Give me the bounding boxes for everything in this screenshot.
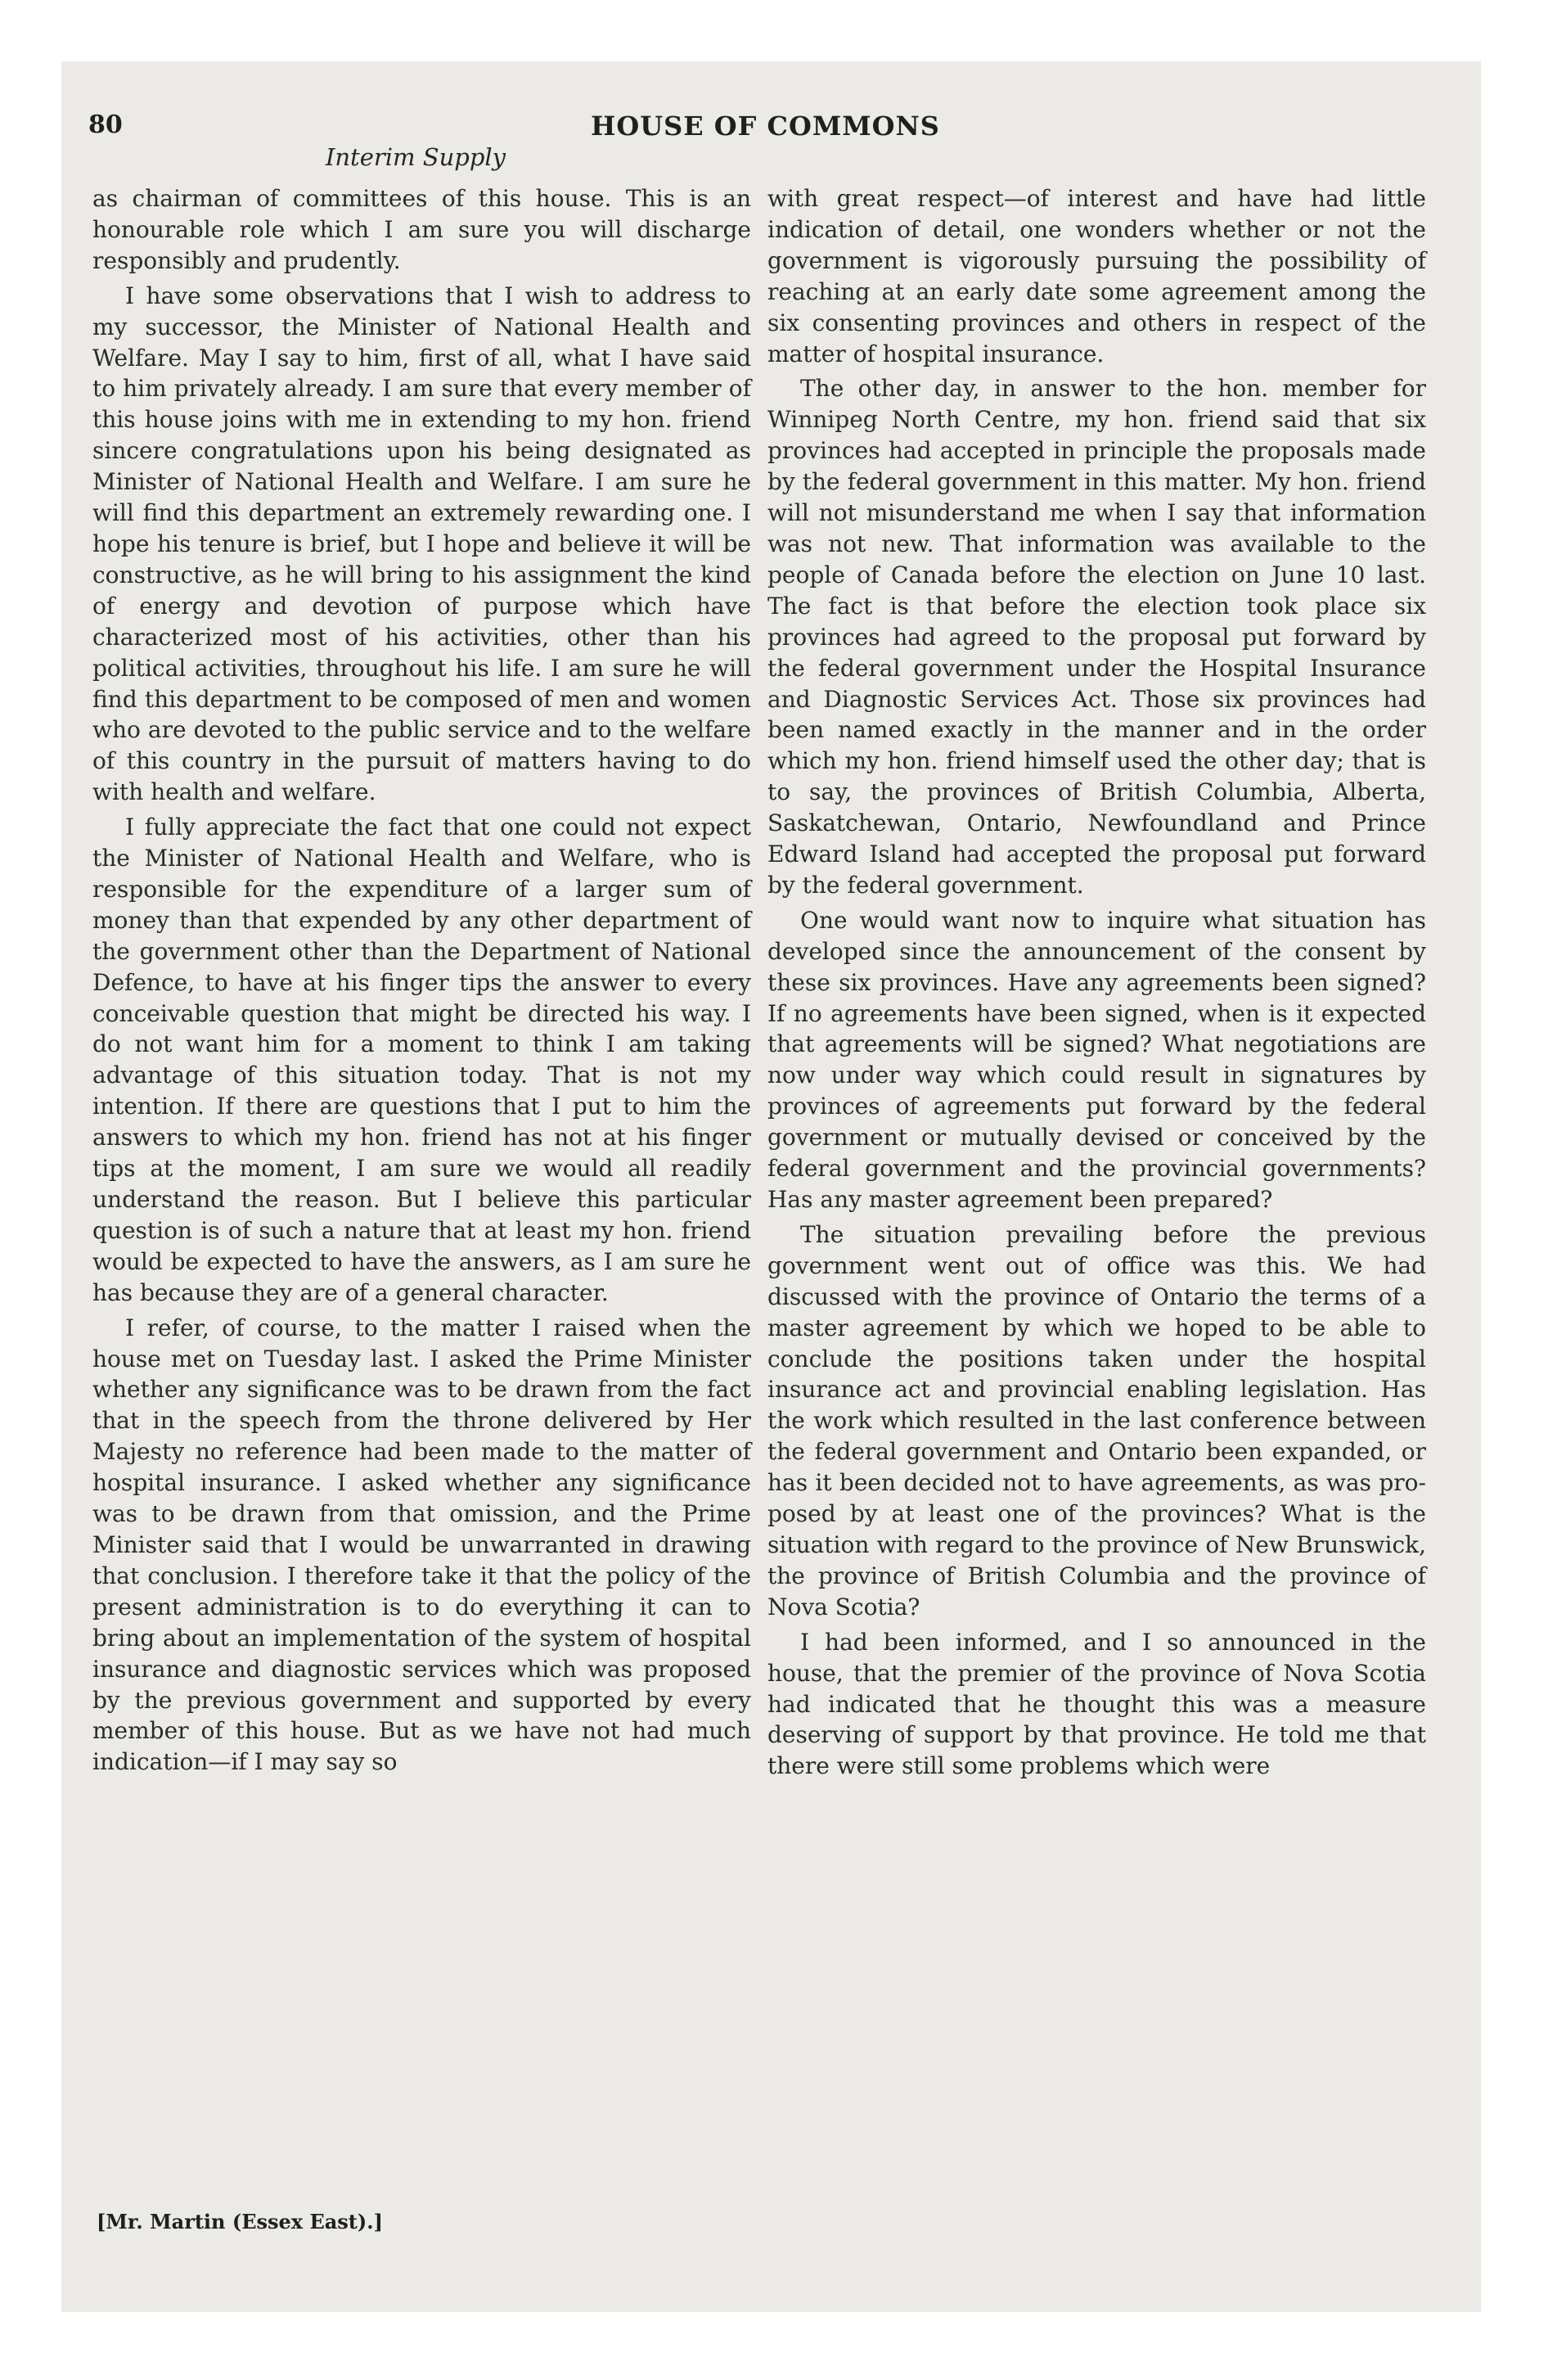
left-column xyxy=(92,183,751,1782)
paragraph: I fully appreciate the fact that one could not expect the Minister of National Health and Welfare, who is responsible for the expenditure of a larger sum of money than that expended by any other department of the government other than the Department of National Defence, to have at his finger tips the answer to every conceivable question that might be directed his way. I do not want him for a moment to think I am taking advantage of this situation today. That is not my intention. If there are questions that I put to him the answers to which my hon. friend has not at his finger tips at the moment, I am sure we would all readily understand the reason. But I believe this particular question is of such a nature that at least my hon. friend would be expected to have the answers, as I am sure he has because they are of a general character. xyxy=(92,814,751,1306)
paragraph: I had been informed, and I so announced in the house, that the premier of the province of Nova Scotia had indicated that he thought this was a measure deserving of support by that province. He told me that there were still some problems which were xyxy=(767,1628,1426,1780)
paragraph: One would want now to inquire what situation has developed since the announcement of the consent by these six provinces. Have any agreements been signed? If no agreements have been signed, when is it expected that agreements will be signed? What negotiations are now under way which could result in signatures by provinces of agreements put forward by the federal government or mutually devised or conceived by the federal government and the provincial governments? Has any master agreement been prepared? xyxy=(767,906,1426,1213)
page-number: 80 xyxy=(88,110,123,139)
paragraph: as chairman of committees of this house. This is an honourable role which I am sure you will discharge responsibly and prudently. xyxy=(92,185,751,274)
running-title: HOUSE OF COMMONS xyxy=(591,110,940,142)
running-header xyxy=(88,110,1442,143)
section-subtitle: Interim Supply xyxy=(325,143,506,171)
paragraph: The other day, in answer to the hon. member for Winnipeg North Centre, my hon. friend said that six provinces had accepted in principle the proposals made by the federal government in this matter. My hon. friend will not misunderstand me when I say that information was not new. That information was available to the people of Canada before the election on June 10 last. The fact is that before the election took place six provinces had agreed to the proposal put forward by the federal government under the Hospital Insurance and Diagnostic Services Act. Those six provinces had been named exactly in the manner and in the order which my hon. friend himself used the other day; that is to say, the provinces of British Columbia, Alberta, Saskatchewan, Ontario, Newfoundland and Prince Edward Island had accepted the proposal put forward by the federal government. xyxy=(767,375,1426,899)
paragraph: The situation prevailing before the previous government went out of office was this. We had discussed with the province of Ontario the terms of a master agreement by which we hoped to be able to conclude the positions taken under the hospital insurance act and provincial enabling legislation. Has the work which resulted in the last conference between the federal government and Ontario been expanded, or has it been decided not to have agreements, as was proposed by at least one of the provinces? What is the situation with regard to the province of New Brunswick, the province of British Columbia and the province of Nova Scotia? xyxy=(767,1220,1426,1620)
paragraph: I have some observations that I wish to address to my successor, the Minister of National Health and Welfare. May I say to him, first of all, what I have said to him privately already. I am sure that every member of this house joins with me in extending to my hon. friend sincere congratulations upon his being designated as Minister of National Health and Welfare. I am sure he will find this department an extremely rewarding one. I hope his tenure is brief, but I hope and believe it will be constructive, as he will bring to his assignment the kind of energy and devotion of purpose which have characterized most of his activities, other than his political activities, throughout his life. I am sure he will find this department to be composed of men and women who are devoted to the public service and to the welfare of this country in the pursuit of matters having to do with health and welfare. xyxy=(92,282,751,806)
paragraph: with great respect—of interest and have had little indication of detail, one wonders whether or not the government is vigorously pursuing the possibility of reaching at an early date some agreement among the six consenting provinces and others in respect of the matter of hospital insurance. xyxy=(767,185,1426,367)
right-column xyxy=(767,183,1426,1786)
speaker-footer: [Mr. Martin (Essex East).] xyxy=(97,2210,383,2234)
paragraph: I refer, of course, to the matter I raised when the house met on Tuesday last. I asked the Prime Minister whether any significance was to be drawn from the fact that in the speech from the throne delivered by Her Majesty no reference had been made to the matter of hospital insurance. I asked whether any significance was to be drawn from that omission, and the Prime Minister said that I would be unwarranted in drawing that conclusion. I therefore take it that the policy of the present administration is to do everything it can to bring about an implementation of the system of hospital insurance and diagnostic services which was proposed by the previous government and supported by every member of this house. But as we have not had much indication—if I may say so xyxy=(92,1314,751,1776)
